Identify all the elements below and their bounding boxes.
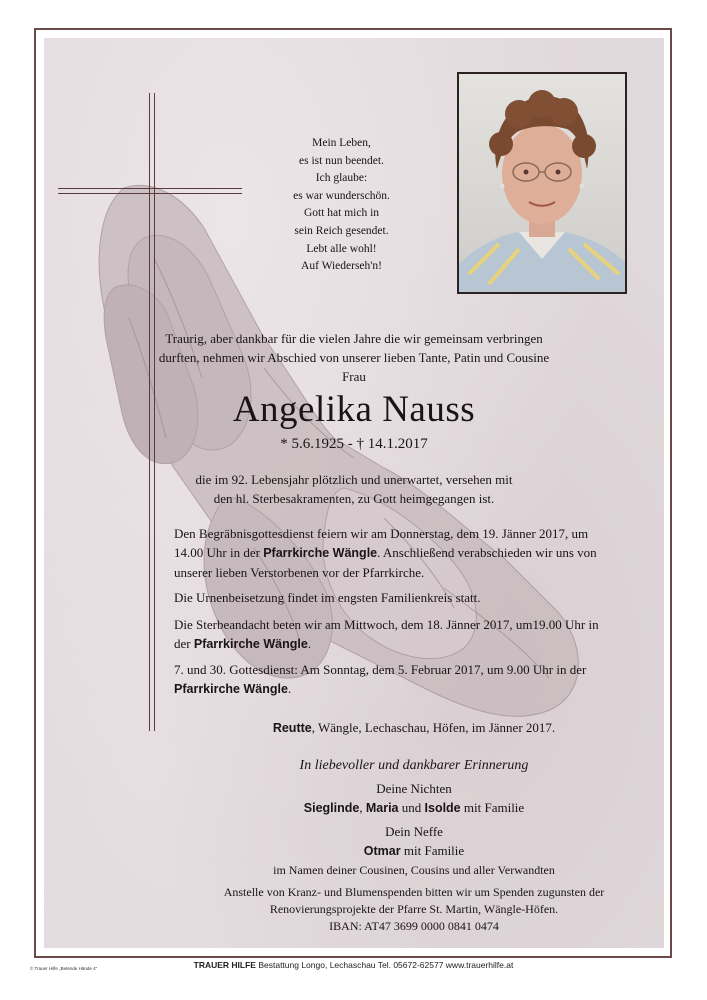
town-name: Reutte bbox=[272, 721, 312, 735]
intro-text bbox=[44, 329, 664, 386]
service-line: Den Begräbnisgottesdienst feiern wir am Donnerstag, dem 19. Jänner 2017, um bbox=[174, 526, 589, 541]
text: und bbox=[398, 800, 425, 815]
footer-brand: TRAUER HILFE bbox=[193, 960, 256, 970]
service-line bbox=[174, 679, 644, 699]
text: . bbox=[287, 681, 292, 696]
nieces-label: Deine Nichten bbox=[376, 781, 452, 796]
text: , Wängle, Lechaschau, Höfen, im Jänner 2017. bbox=[311, 720, 556, 735]
poem-line: Auf Wiederseh'n! bbox=[301, 260, 382, 273]
nephew-name: Otmar bbox=[363, 844, 401, 858]
life-dates: * 5.6.1925 - † 14.1.2017 bbox=[280, 436, 428, 452]
poem-line: Ich glaube: bbox=[315, 172, 368, 185]
text: 14.00 Uhr in der bbox=[174, 545, 264, 560]
service-paragraph-2 bbox=[174, 588, 644, 607]
service-paragraph-1 bbox=[174, 524, 644, 582]
death-line: den hl. Sterbesakramenten, zu Gott heimgegangen ist. bbox=[213, 491, 495, 506]
poem bbox=[254, 135, 429, 276]
service-paragraph-3 bbox=[174, 615, 644, 654]
service-paragraph-4 bbox=[174, 660, 644, 699]
nephew-label: Dein Neffe bbox=[385, 824, 443, 839]
poem-line: Gott hat mich in bbox=[303, 207, 380, 220]
donation-line: IBAN: AT47 3699 0000 0841 0474 bbox=[329, 919, 499, 933]
deceased-name: Angelika Nauss bbox=[232, 389, 476, 430]
intro-line: durften, nehmen wir Abschied von unserer lieben Tante, Patin und Cousine bbox=[158, 350, 550, 365]
donation-note bbox=[104, 884, 664, 935]
intro-line: Frau bbox=[342, 369, 366, 384]
service-line: 7. und 30. Gottesdienst: Am Sonntag, dem 5. Februar 2017, um 9.00 Uhr in der bbox=[174, 662, 587, 677]
niece-name: Maria bbox=[365, 801, 399, 815]
text: . bbox=[307, 636, 312, 651]
place-date bbox=[104, 718, 664, 738]
church-name: Pfarrkirche Wängle bbox=[263, 546, 378, 560]
footer-text: Bestattung Longo, Lechaschau Tel. 05672-62577 www.trauerhilfe.at bbox=[255, 960, 514, 970]
death-notice bbox=[44, 470, 664, 508]
cross-horizontal-bar bbox=[58, 188, 242, 194]
poem-line: sein Reich gesendet. bbox=[294, 224, 389, 237]
poem-line: Lebt alle wohl! bbox=[306, 242, 377, 255]
service-line: unserer lieben Verstorbenen vor der Pfarrkirche. bbox=[174, 565, 425, 580]
niece-name: Sieglinde bbox=[303, 801, 360, 815]
footer bbox=[0, 960, 707, 970]
service-line: Die Sterbeandacht beten wir am Mittwoch, dem 18. Jänner 2017, um19.00 Uhr in bbox=[174, 617, 599, 632]
text: . Anschließend verabschieden wir uns von bbox=[377, 545, 597, 560]
service-line: Die Urnenbeisetzung findet im engsten Familienkreis statt. bbox=[174, 590, 481, 605]
text: mit Familie bbox=[460, 800, 525, 815]
text: der bbox=[174, 636, 194, 651]
nieces-line bbox=[104, 798, 664, 818]
obituary-panel bbox=[44, 38, 664, 948]
text: , bbox=[359, 800, 366, 815]
text: mit Familie bbox=[400, 843, 465, 858]
nephew-line bbox=[104, 841, 664, 861]
poem-line: es ist nun beendet. bbox=[299, 154, 384, 167]
poem-line: es war wunderschön. bbox=[293, 189, 390, 202]
donation-line: Renovierungsprojekte der Pfarre St. Martin, Wängle-Höfen. bbox=[269, 902, 559, 916]
service-line bbox=[174, 634, 644, 654]
niece-name: Isolde bbox=[424, 801, 461, 815]
service-line bbox=[174, 543, 644, 563]
image-credit: © Trauer Hilfe „Betende Hände 4“ bbox=[30, 966, 98, 971]
death-line: die im 92. Lebensjahr plötzlich und unerwartet, versehen mit bbox=[195, 472, 513, 487]
donation-line: Anstelle von Kranz- und Blumenspenden bitten wir um Spenden zugunsten der bbox=[223, 885, 605, 899]
others-line: im Namen deiner Cousinen, Cousins und aller Verwandten bbox=[273, 863, 555, 877]
memory-line: In liebevoller und dankbarer Erinnerung bbox=[299, 758, 529, 773]
mourners bbox=[104, 756, 664, 880]
portrait-illustration bbox=[459, 74, 625, 292]
church-name: Pfarrkirche Wängle bbox=[174, 682, 288, 696]
poem-line: Mein Leben, bbox=[312, 137, 371, 149]
portrait-photo bbox=[457, 72, 627, 294]
intro-line: Traurig, aber dankbar für die vielen Jahre die wir gemeinsam verbringen bbox=[165, 331, 543, 346]
church-name: Pfarrkirche Wängle bbox=[193, 637, 308, 651]
